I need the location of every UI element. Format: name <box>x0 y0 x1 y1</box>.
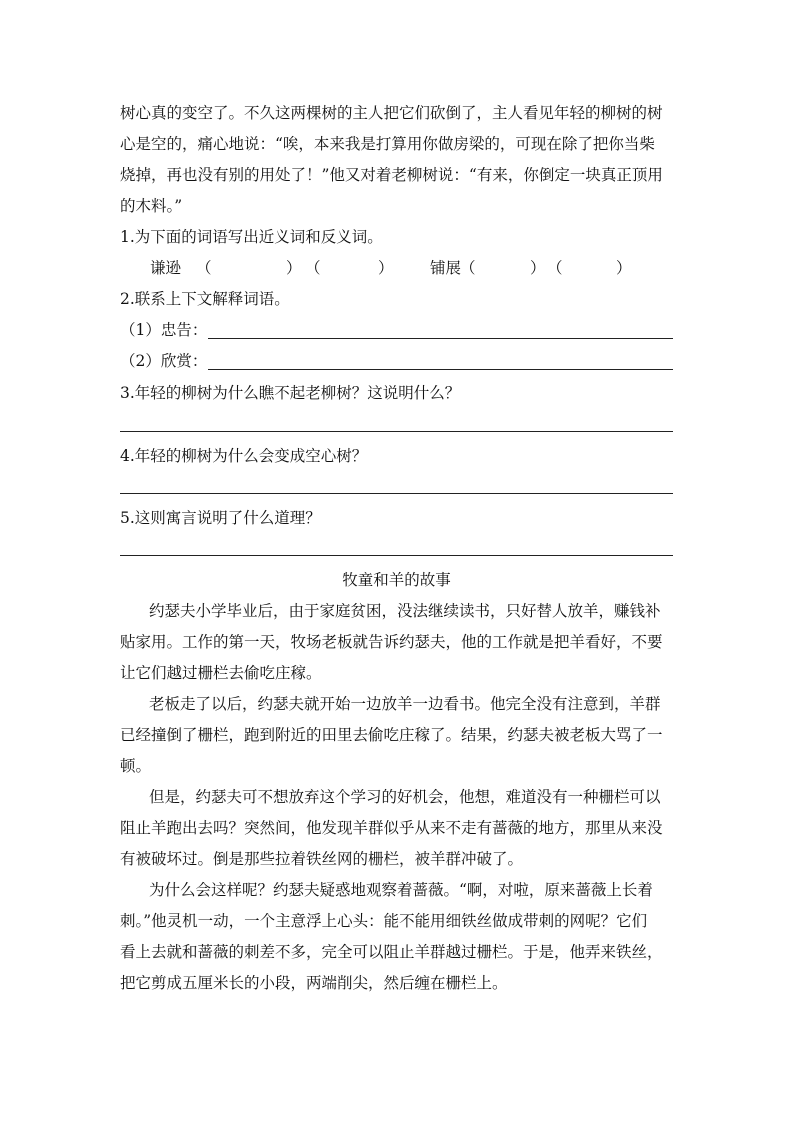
question-5-prompt: 5.这则寓言说明了什么道理？ <box>120 509 321 527</box>
story-line: 看上去就和蔷薇的刺差不多，完全可以阻止羊群越过栅栏。于是，他弄来铁丝， <box>120 943 663 961</box>
answer-line[interactable] <box>208 369 673 370</box>
paren-open: （ <box>547 259 563 277</box>
question-1-prompt: 1.为下面的词语写出近义词和反义词。 <box>120 228 383 246</box>
story-line: 把它剪成五厘米长的小段，两端削尖，然后缠在栅栏上。 <box>120 974 508 992</box>
word-2: 铺展 <box>430 259 462 277</box>
story-title: 牧童和羊的故事 <box>342 571 451 589</box>
paren-open: （ <box>460 259 476 277</box>
story-line: 老板走了以后，约瑟夫就开始一边放羊一边看书。他完全没有注意到，羊群 <box>149 695 661 713</box>
story-line: 但是，约瑟夫可不想放弃这个学习的好机会，他想，难道没有一种栅栏可以 <box>149 788 661 806</box>
passage-line: 心是空的，痛心地说：“唉，本来我是打算用你做房梁的，可现在除了把你当柴 <box>120 135 655 153</box>
story-line: 刺。”他灵机一动，一个主意浮上心头：能不能用细铁丝做成带刺的网呢？它们 <box>120 912 648 930</box>
paren-close: ） <box>286 259 302 277</box>
question-2-item-1: （1）忠告： <box>120 321 208 339</box>
paren-close: ） <box>616 259 632 277</box>
paren-open: （ <box>305 259 321 277</box>
answer-line[interactable] <box>120 555 673 556</box>
answer-line[interactable] <box>120 493 673 494</box>
story-line: 顿。 <box>120 757 152 775</box>
question-2-prompt: 2.联系上下文解释词语。 <box>120 290 290 308</box>
paren-close: ） <box>530 259 546 277</box>
question-2-item-2: （2）欣赏： <box>120 352 208 370</box>
question-3-prompt: 3.年轻的柳树为什么瞧不起老柳树？这说明什么？ <box>120 384 461 402</box>
question-4-prompt: 4.年轻的柳树为什么会变成空心树？ <box>120 447 368 465</box>
story-line: 让它们越过栅栏去偷吃庄稼。 <box>120 664 322 682</box>
word-1: 谦逊 <box>150 259 182 277</box>
paren-close: ） <box>378 259 394 277</box>
answer-line[interactable] <box>208 338 673 339</box>
story-line: 为什么会这样呢？约瑟夫疑惑地观察着蔷薇。“啊，对啦，原来蔷薇上长着 <box>149 881 653 899</box>
story-line: 贴家用。工作的第一天，牧场老板就告诉约瑟夫，他的工作就是把羊看好，不要 <box>120 633 663 651</box>
passage-line: 的木料。” <box>120 197 183 215</box>
story-line: 有被破坏过。倒是那些拉着铁丝网的栅栏，被羊群冲破了。 <box>120 850 524 868</box>
story-line: 已经撞倒了栅栏，跑到附近的田里去偷吃庄稼了。结果，约瑟夫被老板大骂了一 <box>120 726 663 744</box>
story-line: 约瑟夫小学毕业后，由于家庭贫困，没法继续读书，只好替人放羊，赚钱补 <box>149 602 661 620</box>
answer-line[interactable] <box>120 431 673 432</box>
passage-line: 烧掉，再也没有别的用处了！”他又对着老柳树说：“有来，你倒定一块真正顶用 <box>120 166 663 184</box>
paren-open: （ <box>196 259 212 277</box>
passage-line: 树心真的变空了。不久这两棵树的主人把它们砍倒了，主人看见年轻的柳树的树 <box>120 104 663 122</box>
story-line: 阻止羊跑出去吗？突然间，他发现羊群似乎从来不走有蔷薇的地方，那里从来没 <box>120 819 663 837</box>
